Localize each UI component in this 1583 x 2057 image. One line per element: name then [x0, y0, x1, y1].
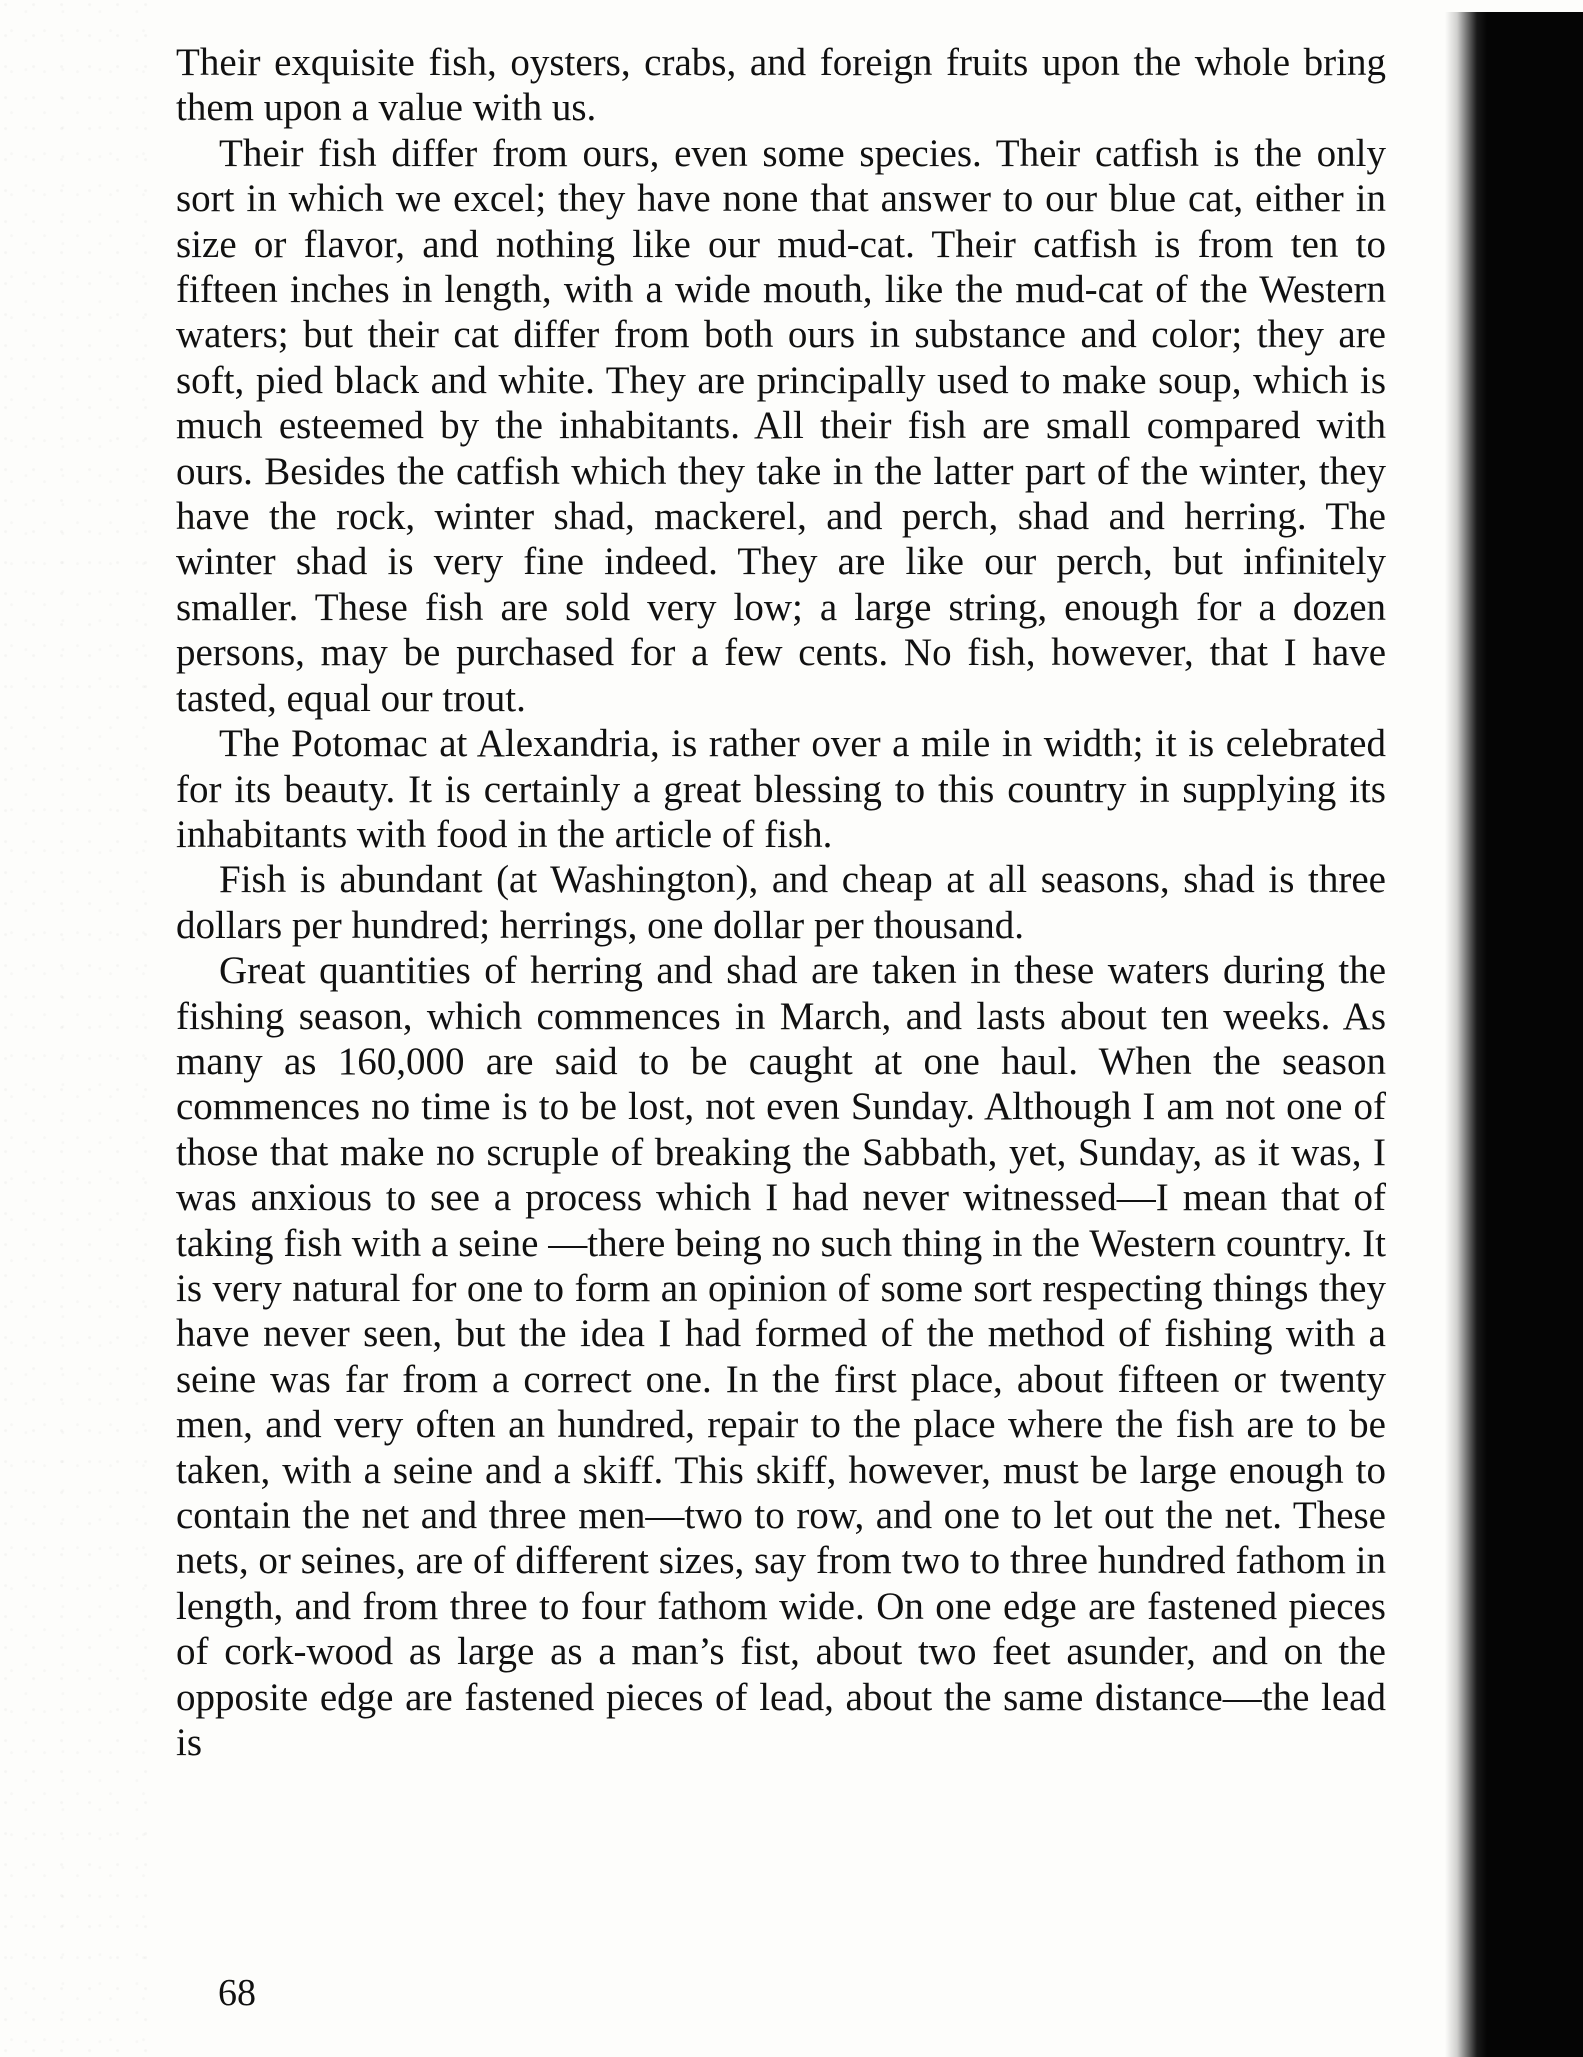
paragraph-3: The Potomac at Alexandria, is rather over a mile in width; it is celebrated for its beauty. It is certainly a great blessing to this country in supplying its inhabitants with food in the article of fish.	[176, 722, 1386, 856]
binding-shadow	[1445, 12, 1583, 2057]
paragraph-4: Fish is abundant (at Washington), and cheap at all seasons, shad is three dollars per hundred; herrings, one dollar per thousand.	[176, 858, 1386, 947]
paragraph-5: Great quantities of herring and shad are taken in these waters during the fishing season, which commences in March, and lasts about ten weeks. As many as 160,000 are said to be caught at one haul. When the season commences no time is to be lost, not even Sunday. Although I am not one of those that make no scruple of breaking the Sabbath, yet, Sunday, as it was, I was anxious to see a process which I had never witnessed—I mean that of taking fish with a seine —there being no such thing in the Western country. It is very natural for one to form an opinion of some sort respecting things they have never seen, but the idea I had formed of the method of fishing with a seine was far from a correct one. In the first place, about fifteen or twenty men, and very often an hundred, repair to the place where the fish are to be taken, with a seine and a skiff. This skiff, however, must be large enough to contain the net and three men—two to row, and one to let out the net. These nets, or seines, are of different sizes, say from two to three hundred fathom in length, and from three to four fathom wide. On one edge are fastened pieces of cork-wood as large as a man’s fist, about two feet asunder, and on the opposite edge are fastened pieces of lead, about the same distance—the lead is	[176, 949, 1386, 1765]
page-number: 68	[218, 1972, 256, 2014]
paragraph-2: Their fish differ from ours, even some species. Their catfish is the only sort in which we excel; they have none that answer to our blue cat, either in size or flavor, and nothing like our mud-cat. Their catfish is from ten to fifteen inches in length, with a wide mouth, like the mud-cat of the Western waters; but their cat differ from both ours in substance and color; they are soft, pied black and white. They are principally used to make soup, which is much esteemed by the inhabitants. All their fish are small compared with ours. Besides the catfish which they take in the latter part of the winter, they have the rock, winter shad, mackerel, and perch, shad and herring. The winter shad is very fine indeed. They are like our perch, but infinitely smaller. These fish are sold very low; a large string, enough for a dozen persons, may be purchased for a few cents. No fish, however, that I have tasted, equal our trout.	[176, 131, 1386, 720]
scan-speckle	[0, 0, 150, 2057]
paragraph-1: Their exquisite fish, oysters, crabs, and foreign fruits upon the whole bring them upon a value with us.	[176, 41, 1386, 130]
body-text	[176, 40, 1386, 1765]
